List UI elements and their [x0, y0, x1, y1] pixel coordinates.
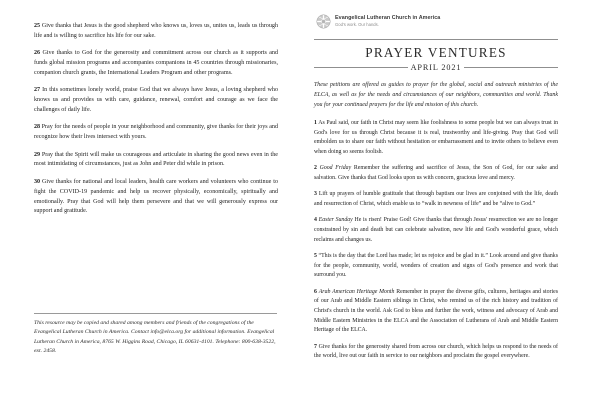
right-column: [300, 0, 600, 400]
prayer-entry: [34, 151, 278, 171]
intro-paragraph: These petitions are offered as guides to prayer for the global, social and outreach ministries of the ELCA, as well as for the needs and circumstances of our neighbors, communities and world. Thank you for your continued prayers for the life and mission of this church.: [314, 82, 558, 109]
prayer-entry: [314, 216, 558, 245]
entry-number: 7: [314, 343, 317, 350]
entry-text: As Paul said, our faith in Christ may seem like foolishness to some people but we can always trust in God's love for us through Christ because it is real, trustworthy and life-giving. Pray that God will embolden us to share our faith without hesitation or embarrassment and to invite others to believe even when doing so seems foolish.: [314, 120, 559, 156]
entry-number: 25: [34, 23, 41, 29]
subtitle-rule-right: [464, 67, 558, 68]
entry-number: 6: [314, 288, 317, 295]
entry-text: Pray for the needs of people in your neighborhood and community, give thanks for their joys and recognize how their lives intersect with yours.: [34, 124, 278, 141]
entry-number: 1: [314, 120, 317, 127]
prayer-entry: [34, 22, 278, 42]
prayer-entry: [34, 178, 278, 217]
entry-text: Give thanks to God for the generosity and commitment across our church as it supports and funds global mission programs and accompanies companions in 45 countries through missionaries, companion church grants, the International Leaders Program and other programs.: [34, 50, 278, 76]
entry-number: 26: [34, 50, 41, 57]
title-top-rule: [314, 39, 558, 40]
entry-text: In this sometimes lonely world, praise God that we always have Jesus, a loving shepherd who knows us and provides us with care, guidance, renewal, comfort and courage as we face the challenges of daily life.: [34, 87, 279, 114]
prayer-entry: [314, 190, 558, 209]
entry-emphasis: Arab American Heritage Month: [318, 288, 395, 295]
entry-text: Remember the suffering and sacrifice of Jesus, the Son of God, for our sake and salvation. Give thanks that God looks upon us with concern, gracious love and mercy.: [314, 165, 559, 182]
entry-text: He is risen! Praise God! Give thanks that through Jesus' resurrection we are no longer constrained by sin and death but can celebrate salvation, new life and God's wonderful grace, which reclaims and changes us.: [314, 217, 559, 243]
entry-number: 4: [314, 217, 317, 224]
entry-emphasis: Easter Sunday: [318, 217, 353, 224]
entry-text: Give thanks that Jesus is the good shepherd who knows us, loves us, unites us, leads us through life and is willing to sacrifice his life for our sake.: [34, 23, 278, 39]
issue-date: APRIL 2021: [410, 63, 462, 73]
entry-text: Pray that the Spirit will make us courageous and articulate in sharing the good news even in the most intimidating of circumstances, just as John and Peter did while in prison.: [34, 151, 278, 168]
copyright-notice-text: This resource may be copied and shared among members and friends of the congregations of the Evangelical Lutheran Church in America. Contact info@elca.org for additional information. Evangelical Lutheran Church in America, 8765 W. Higgins Road, Chicago, IL 60631-4101. Telephone: 800-638-3522, ext. 2458.: [34, 320, 276, 355]
prayer-entry: [314, 164, 558, 183]
elca-branding: [314, 14, 558, 29]
subtitle-row: [314, 63, 558, 72]
entry-number: 3: [314, 191, 317, 198]
entry-number: 30: [34, 178, 41, 185]
prayer-entry: [314, 288, 558, 336]
entry-text: Lift up prayers of humble gratitude that through baptism our lives are conjoined with the life, death and resurrection of Christ, which enable us to “walk in newness of life” and be “alive to God.”: [314, 191, 558, 208]
entry-number: 29: [34, 151, 41, 158]
entry-number: 2: [314, 165, 317, 172]
prayer-entry: [34, 86, 278, 116]
prayer-entry: [34, 49, 278, 79]
entry-number: 5: [314, 253, 317, 259]
organization-name: Evangelical Lutheran Church in America: [335, 14, 441, 21]
prayer-entry: [314, 252, 558, 281]
copyright-notice-box: [34, 313, 277, 357]
subtitle-rule-left: [314, 67, 408, 68]
entry-text: “This is the day that the Lord has made; let us rejoice and be glad in it.” Look around and give thanks for the people, community, world, wonders of creation and signs of God's presence and work that surround you.: [314, 253, 558, 279]
elca-cross-emblem-icon: [316, 14, 331, 29]
organization-tagline: God's work. Our hands.: [335, 21, 379, 27]
entry-number: 28: [34, 124, 41, 131]
prayer-entry: [314, 119, 558, 158]
entry-emphasis: Good Friday: [319, 165, 352, 172]
prayer-entry: [314, 343, 558, 362]
brand-text-block: [335, 16, 440, 27]
entry-text: Remember in prayer the diverse gifts, cultures, heritages and stories of our Arab and Middle Eastern siblings in Christ, who remind us of the rich history and tradition of Christ's church in the world. Ask God to bless and further the work, witness and advocacy of Arab and Middle Eastern Ministries in the ELCA and the Association of Lutherans of Arab and Middle Eastern Heritage of the ELCA.: [314, 288, 558, 334]
prayer-entry: [34, 123, 278, 143]
page-title: PRAYER VENTURES: [365, 45, 507, 61]
entry-text: Give thanks for the generosity shared from across our church, which helps us respond to the needs of the world, live out our faith in service to our neighbors and proclaim the gospel everywhere.: [314, 343, 558, 360]
title-block: [314, 39, 558, 72]
entry-number: 27: [34, 87, 41, 94]
entry-text: Give thanks for national and local leaders, health care workers and volunteers who continue to fight the COVID-19 pandemic and help us recover physically, economically, spiritually and emotionally. Pray that God will help them persevere and that we will generously express our support and gratitude.: [34, 178, 278, 215]
